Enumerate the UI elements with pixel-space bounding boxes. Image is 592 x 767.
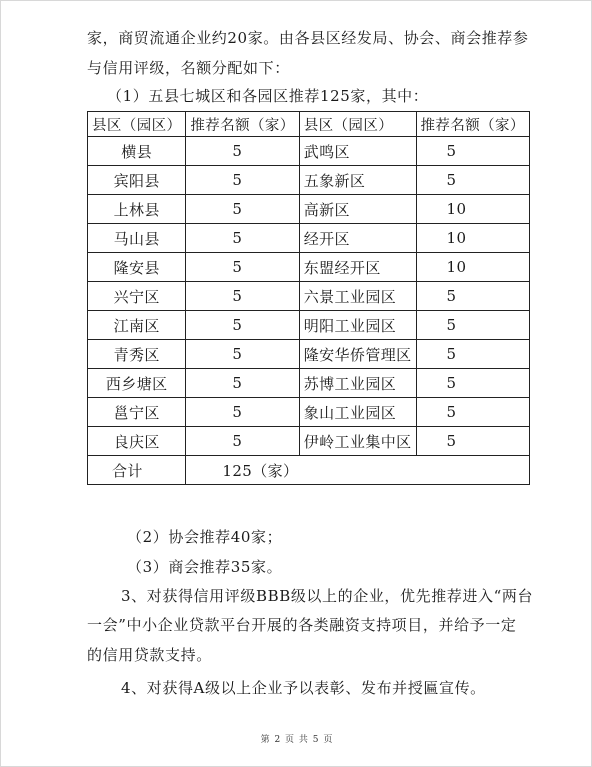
district-cell: 经开区 [299, 224, 416, 253]
district-cell: 西乡塘区 [88, 369, 186, 398]
intro-line-1: 家，商贸流通企业约20家。由各县区经发局、协会、商会推荐参 [87, 29, 529, 47]
district-cell: 武鸣区 [299, 137, 416, 166]
district-cell: 五象新区 [299, 166, 416, 195]
intro-line-2: 与信用评级，名额分配如下： [87, 59, 290, 77]
table-header-row [88, 112, 530, 137]
quota-cell: 5 [416, 340, 529, 369]
total-label: 合计 [88, 456, 186, 485]
table-total-row [88, 456, 530, 485]
quota-cell: 5 [186, 427, 299, 456]
district-cell: 良庆区 [88, 427, 186, 456]
district-cell: 隆安华侨管理区 [299, 340, 416, 369]
item-3: （3）商会推荐35家。 [127, 558, 283, 576]
table-row [88, 340, 530, 369]
district-cell: 青秀区 [88, 340, 186, 369]
para3-line-2: 一会”中小企业贷款平台开展的各类融资支持项目，并给予一定 [87, 616, 517, 634]
para4: 4、对获得A级以上企业予以表彰、发布并授匾宣传。 [121, 679, 486, 697]
district-cell: 东盟经开区 [299, 253, 416, 282]
quota-cell: 5 [186, 311, 299, 340]
table-row [88, 195, 530, 224]
quota-cell: 10 [416, 195, 529, 224]
district-cell: 上林县 [88, 195, 186, 224]
allocation-table [87, 111, 530, 485]
quota-cell: 5 [186, 398, 299, 427]
header-district-1: 县区（园区） [88, 112, 186, 137]
quota-cell: 5 [186, 253, 299, 282]
quota-cell: 5 [416, 166, 529, 195]
quota-cell: 5 [186, 224, 299, 253]
table-row [88, 427, 530, 456]
item-2: （2）协会推荐40家； [127, 528, 283, 546]
table-row [88, 166, 530, 195]
table-body [88, 137, 530, 456]
quota-cell: 5 [416, 137, 529, 166]
table-row [88, 369, 530, 398]
district-cell: 隆安县 [88, 253, 186, 282]
quota-cell: 5 [416, 398, 529, 427]
quota-cell: 5 [416, 282, 529, 311]
table-row [88, 311, 530, 340]
page-footer: 第 2 页 共 5 页 [260, 735, 334, 745]
quota-cell: 5 [416, 427, 529, 456]
para3-line-1: 3、对获得信用评级BBB级以上的企业，优先推荐进入“两台 [121, 587, 534, 605]
header-district-2: 县区（园区） [299, 112, 416, 137]
para3-line-3: 的信用贷款支持。 [87, 646, 212, 664]
district-cell: 邕宁区 [88, 398, 186, 427]
district-cell: 苏博工业园区 [299, 369, 416, 398]
quota-cell: 5 [186, 166, 299, 195]
table-row [88, 253, 530, 282]
section1-title: （1）五县七城区和各园区推荐125家，其中： [107, 87, 429, 105]
district-cell: 马山县 [88, 224, 186, 253]
header-quota-2: 推荐名额（家） [416, 112, 529, 137]
quota-cell: 5 [416, 311, 529, 340]
district-cell: 明阳工业园区 [299, 311, 416, 340]
table-row [88, 137, 530, 166]
total-value: 125（家） [186, 456, 529, 485]
district-cell: 横县 [88, 137, 186, 166]
district-cell: 象山工业园区 [299, 398, 416, 427]
quota-cell: 5 [416, 369, 529, 398]
district-cell: 兴宁区 [88, 282, 186, 311]
quota-cell: 5 [186, 195, 299, 224]
quota-cell: 5 [186, 340, 299, 369]
table-row [88, 282, 530, 311]
quota-cell: 5 [186, 369, 299, 398]
district-cell: 六景工业园区 [299, 282, 416, 311]
district-cell: 高新区 [299, 195, 416, 224]
table-row [88, 398, 530, 427]
quota-cell: 5 [186, 282, 299, 311]
district-cell: 宾阳县 [88, 166, 186, 195]
district-cell: 江南区 [88, 311, 186, 340]
quota-cell: 10 [416, 224, 529, 253]
quota-cell: 10 [416, 253, 529, 282]
district-cell: 伊岭工业集中区 [299, 427, 416, 456]
table-row [88, 224, 530, 253]
header-quota-1: 推荐名额（家） [186, 112, 299, 137]
quota-cell: 5 [186, 137, 299, 166]
